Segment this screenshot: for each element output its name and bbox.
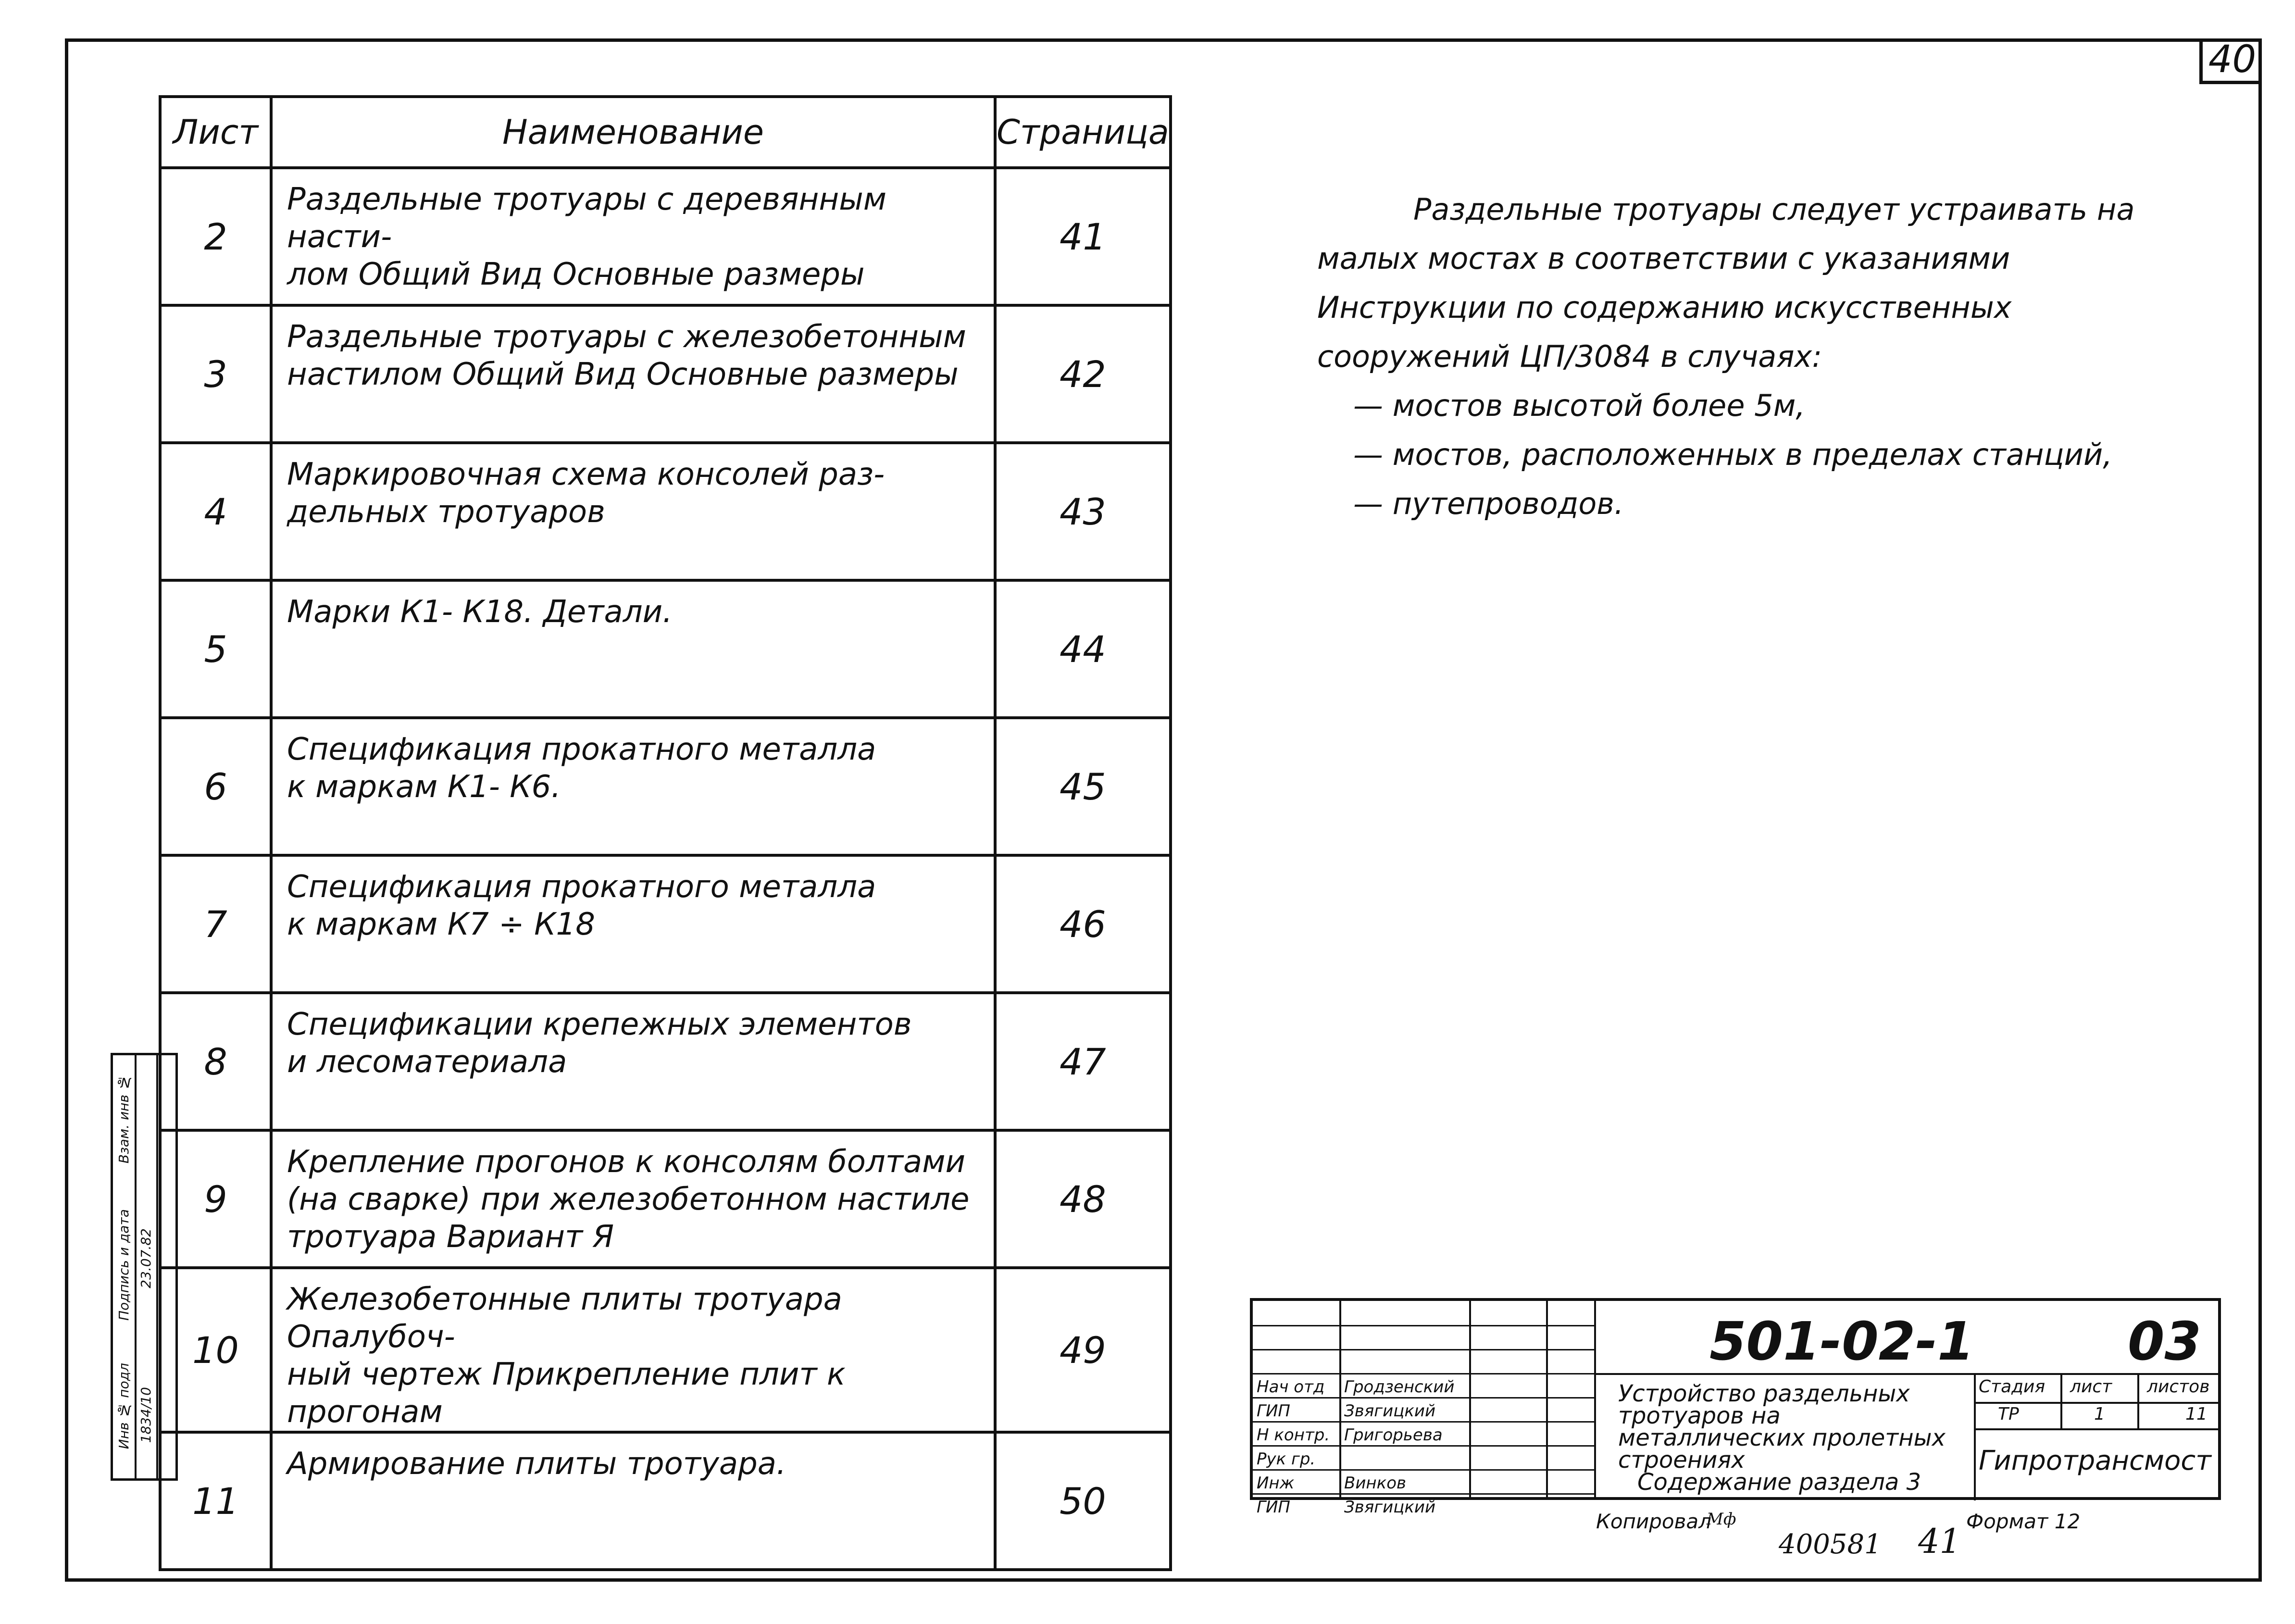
row-page-number: 46 [995, 855, 1171, 993]
row-page-number: 47 [995, 993, 1171, 1130]
section-number: 03 [2128, 1311, 2202, 1372]
document-code: 501-02-1 [1709, 1311, 1974, 1372]
table-row [160, 443, 1171, 580]
stage-value: ТР [1998, 1404, 2019, 1424]
sheets-label: листов [2147, 1377, 2210, 1397]
role-row: ГИП Звягицкий [1253, 1493, 1594, 1519]
role-row: Инж Винков [1253, 1469, 1594, 1495]
note-list [1317, 381, 2192, 528]
row-page-number: 50 [995, 1432, 1171, 1570]
row-sheet-number: 9 [160, 1130, 271, 1268]
row-name: Железобетонные плиты тротуара Опалубоч- ный чертеж Прикрепление плит к прогонам [271, 1268, 995, 1432]
header-sheet: Лист [160, 97, 271, 168]
header-name: Наименование [271, 97, 995, 168]
contents-table [159, 95, 1172, 1571]
row-sheet-number: 3 [160, 305, 271, 443]
table-row [160, 580, 1171, 718]
table-row [160, 855, 1171, 993]
role-row: Нач отд Гродзенский [1253, 1373, 1594, 1399]
row-sheet-number: 2 [160, 168, 271, 305]
row-name: Раздельные тротуары с деревянным насти- лом Общий Вид Основные размеры [271, 168, 995, 305]
row-name: Спецификация прокатного металла к маркам К7 ÷ К18 [271, 855, 995, 993]
inv-no-label: Инв № подл [116, 1363, 132, 1449]
row-page-number: 45 [995, 718, 1171, 855]
format-label: Формат 12 [1966, 1510, 2081, 1533]
role-row: Рук гр. [1253, 1445, 1594, 1471]
note-item: — мостов, расположенных в пределах станций, [1353, 430, 2192, 479]
organization: Гипротрансмост [1979, 1445, 2211, 1476]
inv-no-value: 1834/10 [138, 1387, 154, 1443]
row-page-number: 42 [995, 305, 1171, 443]
note-item: — путепроводов. [1353, 479, 2192, 528]
row-sheet-number: 6 [160, 718, 271, 855]
document-description: Устройство раздельных тротуаров на металлических пролетных строениях Содержание раздела 3 [1618, 1380, 1946, 1496]
row-name: Марки К1- К18. Детали. [271, 580, 995, 718]
row-name: Спецификации крепежных элементов и лесоматериала [271, 993, 995, 1130]
note-block [1317, 185, 2192, 528]
role-row: Н контр. Григорьева [1253, 1421, 1594, 1447]
replaced-label: Взам. инв № [116, 1074, 132, 1164]
row-sheet-number: 8 [160, 993, 271, 1130]
sign-date-value: 23.07.82 [138, 1228, 154, 1288]
row-sheet-number: 5 [160, 580, 271, 718]
roles-grid [1253, 1301, 1594, 1517]
side-stamp [111, 1053, 178, 1481]
row-name: Армирование плиты тротуара. [271, 1432, 995, 1570]
row-sheet-number: 4 [160, 443, 271, 580]
table-header-row [160, 97, 1171, 168]
table-row [160, 1432, 1171, 1570]
page-number: 40 [2199, 38, 2262, 84]
row-page-number: 41 [995, 168, 1171, 305]
row-page-number: 48 [995, 1130, 1171, 1268]
note-item: — мостов высотой более 5м, [1353, 381, 2192, 430]
row-page-number: 49 [995, 1268, 1171, 1432]
sheet-label: лист [2070, 1377, 2112, 1397]
row-sheet-number: 10 [160, 1268, 271, 1432]
header-page: Страница [995, 97, 1171, 168]
row-sheet-number: 11 [160, 1432, 271, 1570]
table-row [160, 305, 1171, 443]
sheet-value: 1 [2094, 1404, 2105, 1424]
title-block [1250, 1298, 2221, 1517]
role-row: ГИП Звягицкий [1253, 1397, 1594, 1423]
row-name: Раздельные тротуары с железобетонным настилом Общий Вид Основные размеры [271, 305, 995, 443]
copied-by-signature: Мф [1707, 1510, 1736, 1529]
copied-label: Копировал [1596, 1510, 1711, 1533]
table-row [160, 718, 1171, 855]
note-paragraph: Раздельные тротуары следует устраивать на малых мостах в соответствии с указаниями Инструкции по содержанию искусственных сооружений ЦП/3084 в случаях: [1317, 192, 2135, 374]
row-page-number: 44 [995, 580, 1171, 718]
handwritten-page: 41 [1918, 1522, 1961, 1561]
table-row [160, 993, 1171, 1130]
sheets-value: 11 [2185, 1404, 2208, 1424]
sign-date-label: Подпись и дата [116, 1209, 132, 1321]
inventory-number: 400581 [1779, 1529, 1882, 1560]
table-row [160, 168, 1171, 305]
row-sheet-number: 7 [160, 855, 271, 993]
row-name: Спецификация прокатного металла к маркам К1- К6. [271, 718, 995, 855]
table-row [160, 1268, 1171, 1432]
table-body [160, 168, 1171, 1570]
row-page-number: 43 [995, 443, 1171, 580]
table-row [160, 1130, 1171, 1268]
stage-label: Стадия [1979, 1377, 2046, 1397]
row-name: Крепление прогонов к консолям болтами (на сварке) при железобетонном настиле тротуара Вариант Я [271, 1130, 995, 1268]
row-name: Маркировочная схема консолей раз- дельных тротуаров [271, 443, 995, 580]
